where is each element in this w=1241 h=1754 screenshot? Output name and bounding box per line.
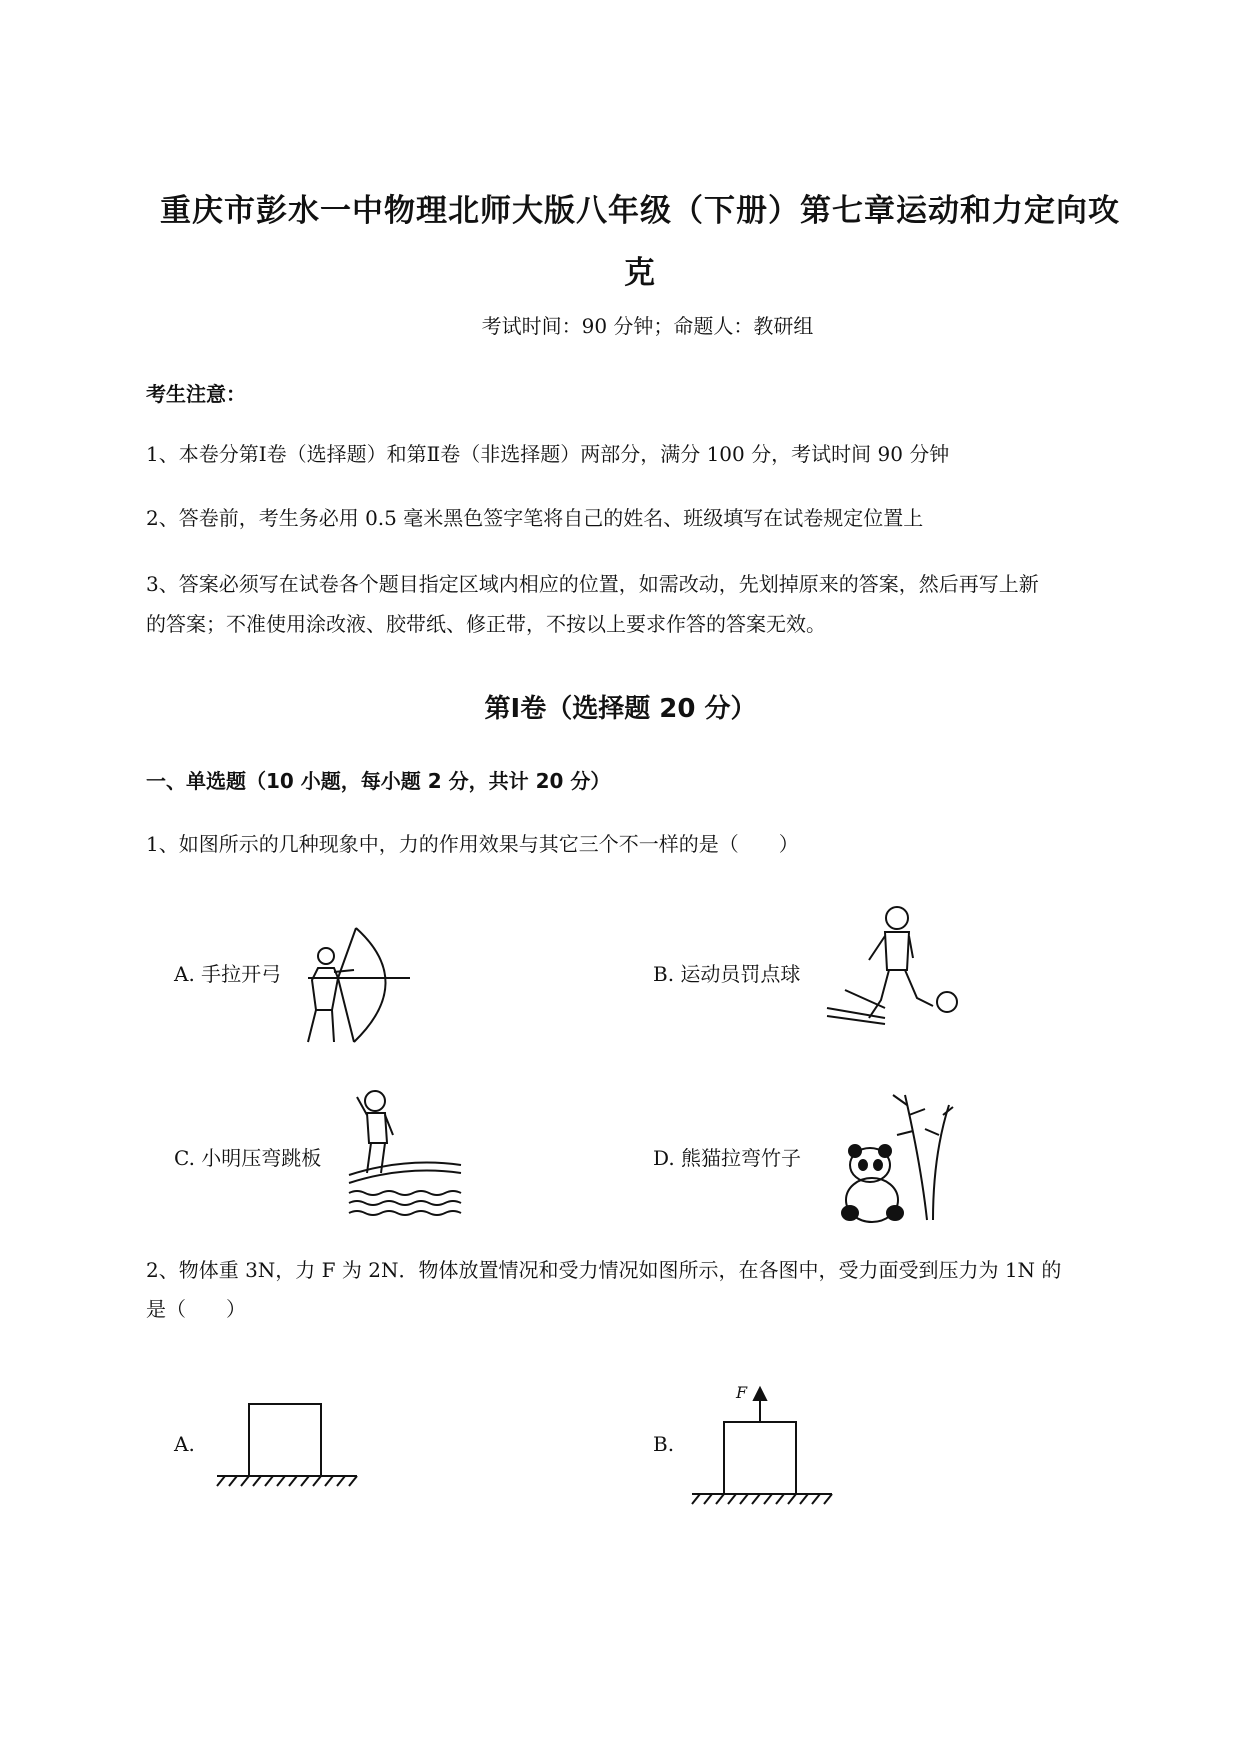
notice-3-cont: 的答案；不准使用涂改液、胶带纸、修正带，不按以上要求作答的答案无效。 <box>146 612 826 636</box>
q1-option-d[interactable]: D. 熊猫拉弯竹子 <box>653 1146 802 1170</box>
q2-option-a[interactable]: A. <box>174 1432 195 1456</box>
exam-meta: 考试时间：90 分钟；命题人：教研组 <box>481 314 814 338</box>
block-on-ground-icon <box>215 1400 365 1490</box>
title-line-2: 克 <box>624 255 656 291</box>
player-kicking-ball-icon <box>825 900 960 1035</box>
archer-drawing-bow-icon <box>298 920 418 1045</box>
diver-on-springboard-icon <box>345 1085 465 1220</box>
q2-option-b[interactable]: B. <box>653 1432 675 1456</box>
section-title: 第Ⅰ卷（选择题 20 分） <box>484 694 757 724</box>
notice-3: 3、答案必须写在试卷各个题目指定区域内相应的位置，如需改动，先划掉原来的答案，然后再写上新 <box>146 572 1039 596</box>
q1-option-b[interactable]: B. 运动员罚点球 <box>653 962 801 986</box>
question-1-stem: 1、如图所示的几种现象中，力的作用效果与其它三个不一样的是（ ） <box>146 832 799 856</box>
question-2-stem-1: 2、物体重 3N，力 F 为 2N．物体放置情况和受力情况如图所示，在各图中，受力面受到压力为 1N 的 <box>146 1258 1062 1282</box>
notice-heading: 考生注意： <box>146 382 246 406</box>
notice-2: 2、答卷前，考生务必用 0.5 毫米黑色签字笔将自己的姓名、班级填写在试卷规定位置上 <box>146 506 924 530</box>
page-title <box>140 180 1140 304</box>
part-heading: 一、单选题（10 小题，每小题 2 分，共计 20 分） <box>146 769 611 793</box>
notice-1: 1、本卷分第Ⅰ卷（选择题）和第Ⅱ卷（非选择题）两部分，满分 100 分，考试时间 90 分钟 <box>146 442 950 466</box>
question-2-stem-2: 是（ ） <box>146 1297 246 1321</box>
force-label: F <box>736 1383 748 1402</box>
q1-option-c[interactable]: C. 小明压弯跳板 <box>174 1146 322 1170</box>
title-line-1: 重庆市彭水一中物理北师大版八年级（下册）第七章运动和力定向攻 <box>160 193 1120 229</box>
q1-option-a[interactable]: A. 手拉开弓 <box>174 962 282 986</box>
panda-bending-bamboo-icon <box>825 1085 955 1225</box>
block-with-upward-force-icon <box>690 1382 840 1507</box>
